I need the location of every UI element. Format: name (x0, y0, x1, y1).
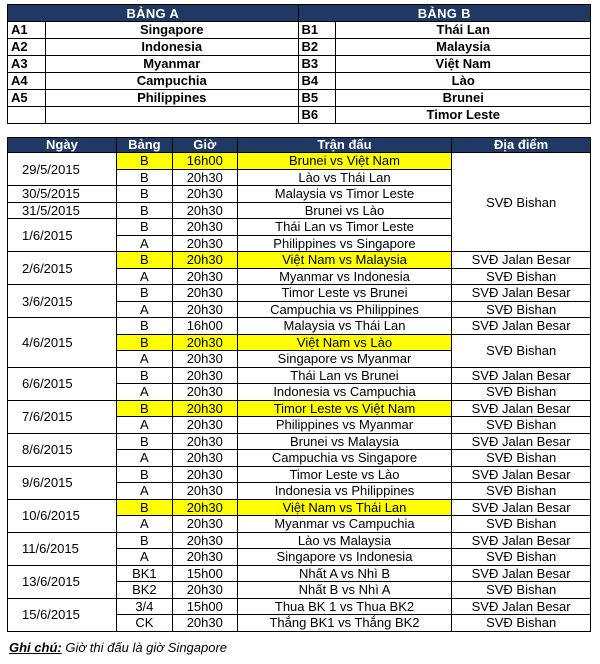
match-venue: SVĐ Bishan (452, 582, 591, 599)
match-group: B (116, 318, 172, 335)
groups-header-row (8, 5, 591, 22)
match-group: A (116, 268, 172, 285)
match-time: 20h30 (172, 235, 237, 252)
match-name: Singapore vs Myanmar (237, 351, 452, 368)
match-time: 20h30 (172, 516, 237, 533)
group-row (8, 107, 591, 124)
table-row (8, 499, 591, 516)
group-b-code: B5 (298, 90, 336, 107)
table-row (8, 532, 591, 549)
group-a-code (8, 107, 46, 124)
match-venue: SVĐ Jalan Besar (452, 252, 591, 269)
match-group: B (116, 466, 172, 483)
match-name: Indonesia vs Philippines (237, 483, 452, 500)
match-venue: SVĐ Jalan Besar (452, 499, 591, 516)
match-time: 16h00 (172, 153, 237, 170)
match-name: Việt Nam vs Malaysia (237, 252, 452, 269)
match-group: B (116, 153, 172, 170)
match-group: B (116, 400, 172, 417)
table-row (8, 285, 591, 302)
table-row (8, 252, 591, 269)
match-date: 4/6/2015 (8, 318, 117, 368)
match-group: 3/4 (116, 598, 172, 615)
match-group: B (116, 532, 172, 549)
match-time: 15h00 (172, 598, 237, 615)
match-group: A (116, 450, 172, 467)
match-name: Timor Leste vs Lào (237, 466, 452, 483)
match-name: Thua BK 1 vs Thua BK2 (237, 598, 452, 615)
match-time: 20h30 (172, 400, 237, 417)
match-venue: SVĐ Bishan (452, 450, 591, 467)
match-venue: SVĐ Bishan (452, 516, 591, 533)
match-name: Myanmar vs Campuchia (237, 516, 452, 533)
schedule-table (7, 137, 591, 632)
match-name: Malaysia vs Timor Leste (237, 186, 452, 203)
match-date: 31/5/2015 (8, 202, 117, 219)
group-a-code: A5 (8, 90, 46, 107)
match-date: 2/6/2015 (8, 252, 117, 285)
header-date: Ngày (8, 138, 117, 153)
match-venue: SVĐ Jalan Besar (452, 532, 591, 549)
match-time: 20h30 (172, 334, 237, 351)
match-venue: SVĐ Bishan (452, 483, 591, 500)
match-venue: SVĐ Bishan (452, 268, 591, 285)
footnote-text: Giờ thi đấu là giờ Singapore (61, 640, 228, 655)
group-row (8, 39, 591, 56)
match-group: A (116, 384, 172, 401)
match-group: B (116, 202, 172, 219)
match-time: 20h30 (172, 615, 237, 632)
group-a-code: A2 (8, 39, 46, 56)
match-name: Nhất B vs Nhì A (237, 582, 452, 599)
match-group: B (116, 285, 172, 302)
group-b-code: B4 (298, 73, 336, 90)
group-a-team (45, 107, 298, 124)
match-date: 9/6/2015 (8, 466, 117, 499)
group-row (8, 90, 591, 107)
match-time: 20h30 (172, 351, 237, 368)
match-name: Myanmar vs Indonesia (237, 268, 452, 285)
match-date: 13/6/2015 (8, 565, 117, 598)
match-name: Campuchia vs Philippines (237, 301, 452, 318)
match-date: 1/6/2015 (8, 219, 117, 252)
match-group: B (116, 186, 172, 203)
group-b-code: B2 (298, 39, 336, 56)
match-time: 20h30 (172, 499, 237, 516)
group-a-team: Indonesia (45, 39, 298, 56)
match-group: B (116, 334, 172, 351)
match-name: Thái Lan vs Timor Leste (237, 219, 452, 236)
match-time: 20h30 (172, 219, 237, 236)
table-row (8, 565, 591, 582)
match-time: 20h30 (172, 384, 237, 401)
match-group: B (116, 169, 172, 186)
match-group: B (116, 499, 172, 516)
match-time: 20h30 (172, 582, 237, 599)
match-name: Malaysia vs Thái Lan (237, 318, 452, 335)
match-name: Brunei vs Việt Nam (237, 153, 452, 170)
match-group: B (116, 433, 172, 450)
match-time: 15h00 (172, 565, 237, 582)
group-row (8, 22, 591, 39)
match-time: 20h30 (172, 483, 237, 500)
match-group: BK1 (116, 565, 172, 582)
match-group: A (116, 483, 172, 500)
group-a-header: BẢNG A (8, 5, 299, 22)
match-venue: SVĐ Jalan Besar (452, 565, 591, 582)
match-name: Campuchia vs Singapore (237, 450, 452, 467)
match-name: Thắng BK1 vs Thắng BK2 (237, 615, 452, 632)
match-date: 11/6/2015 (8, 532, 117, 565)
match-time: 20h30 (172, 252, 237, 269)
header-time: Giờ (172, 138, 237, 153)
match-group: B (116, 219, 172, 236)
table-row (8, 598, 591, 615)
match-venue: SVĐ Jalan Besar (452, 598, 591, 615)
match-name: Brunei vs Lào (237, 202, 452, 219)
group-b-team: Thái Lan (336, 22, 591, 39)
match-time: 20h30 (172, 285, 237, 302)
group-a-team: Singapore (45, 22, 298, 39)
match-group: B (116, 367, 172, 384)
match-venue: SVĐ Jalan Besar (452, 318, 591, 335)
group-b-code: B6 (298, 107, 336, 124)
match-venue: SVĐ Bishan (452, 301, 591, 318)
header-match: Trận đấu (237, 138, 452, 153)
match-venue: SVĐ Jalan Besar (452, 285, 591, 302)
table-row (8, 367, 591, 384)
group-a-code: A3 (8, 56, 46, 73)
match-name: Lào vs Thái Lan (237, 169, 452, 186)
match-time: 20h30 (172, 417, 237, 434)
match-date: 3/6/2015 (8, 285, 117, 318)
match-venue: SVĐ Bishan (452, 384, 591, 401)
match-group: A (116, 351, 172, 368)
schedule-header-row (8, 138, 591, 153)
match-time: 20h30 (172, 301, 237, 318)
match-time: 20h30 (172, 202, 237, 219)
group-b-code: B1 (298, 22, 336, 39)
footnote (9, 640, 227, 655)
match-venue: SVĐ Bishan (452, 153, 591, 252)
match-venue: SVĐ Jalan Besar (452, 400, 591, 417)
group-b-code: B3 (298, 56, 336, 73)
match-group: A (116, 549, 172, 566)
match-name: Timor Leste vs Việt Nam (237, 400, 452, 417)
match-time: 20h30 (172, 466, 237, 483)
match-group: A (116, 235, 172, 252)
match-time: 20h30 (172, 169, 237, 186)
match-group: CK (116, 615, 172, 632)
match-date: 8/6/2015 (8, 433, 117, 466)
match-date: 7/6/2015 (8, 400, 117, 433)
table-row (8, 153, 591, 170)
header-venue: Địa điểm (452, 138, 591, 153)
group-b-team: Brunei (336, 90, 591, 107)
group-a-team: Myanmar (45, 56, 298, 73)
table-row (8, 433, 591, 450)
group-b-header: BẢNG B (298, 5, 590, 22)
match-group: B (116, 252, 172, 269)
match-name: Indonesia vs Campuchia (237, 384, 452, 401)
match-group: BK2 (116, 582, 172, 599)
match-date: 30/5/2015 (8, 186, 117, 203)
match-name: Timor Leste vs Brunei (237, 285, 452, 302)
group-a-code: A1 (8, 22, 46, 39)
match-venue: SVĐ Bishan (452, 334, 591, 367)
match-name: Nhất A vs Nhì B (237, 565, 452, 582)
match-time: 20h30 (172, 549, 237, 566)
group-a-team: Philippines (45, 90, 298, 107)
group-row (8, 56, 591, 73)
match-venue: SVĐ Jalan Besar (452, 433, 591, 450)
group-a-team: Campuchia (45, 73, 298, 90)
match-name: Việt Nam vs Thái Lan (237, 499, 452, 516)
match-venue: SVĐ Jalan Besar (452, 466, 591, 483)
groups-table (7, 4, 591, 124)
match-time: 16h00 (172, 318, 237, 335)
match-time: 20h30 (172, 186, 237, 203)
match-venue: SVĐ Jalan Besar (452, 367, 591, 384)
footnote-label: Ghi chú: (9, 640, 62, 655)
match-name: Lào vs Malaysia (237, 532, 452, 549)
match-name: Singapore vs Indonesia (237, 549, 452, 566)
match-group: A (116, 516, 172, 533)
group-b-team: Malaysia (336, 39, 591, 56)
group-b-team: Timor Leste (336, 107, 591, 124)
match-name: Philippines vs Singapore (237, 235, 452, 252)
match-venue: SVĐ Bishan (452, 549, 591, 566)
group-row (8, 73, 591, 90)
match-name: Brunei vs Malaysia (237, 433, 452, 450)
group-a-code: A4 (8, 73, 46, 90)
match-date: 10/6/2015 (8, 499, 117, 532)
match-name: Việt Nam vs Lào (237, 334, 452, 351)
match-time: 20h30 (172, 367, 237, 384)
match-time: 20h30 (172, 268, 237, 285)
match-name: Philippines vs Myanmar (237, 417, 452, 434)
match-group: A (116, 417, 172, 434)
match-venue: SVĐ Bishan (452, 615, 591, 632)
table-row (8, 318, 591, 335)
table-row (8, 466, 591, 483)
match-date: 15/6/2015 (8, 598, 117, 631)
table-row (8, 400, 591, 417)
group-b-team: Việt Nam (336, 56, 591, 73)
header-group: Bảng (116, 138, 172, 153)
match-date: 6/6/2015 (8, 367, 117, 400)
group-b-team: Lào (336, 73, 591, 90)
match-time: 20h30 (172, 433, 237, 450)
match-time: 20h30 (172, 532, 237, 549)
match-name: Thái Lan vs Brunei (237, 367, 452, 384)
match-group: A (116, 301, 172, 318)
match-venue: SVĐ Bishan (452, 417, 591, 434)
match-time: 20h30 (172, 450, 237, 467)
match-date: 29/5/2015 (8, 153, 117, 186)
